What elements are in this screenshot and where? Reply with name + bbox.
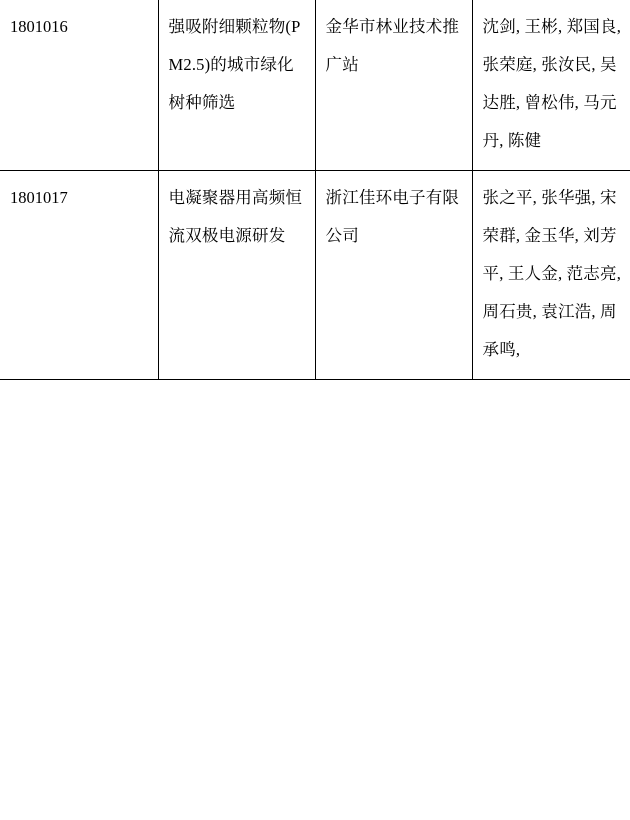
project-org-cell: 浙江佳环电子有限公司	[315, 171, 472, 380]
project-id-cell: 1801016	[0, 0, 158, 171]
award-project-table	[0, 0, 630, 380]
project-title-cell: 电凝聚器用高频恒流双极电源研发	[158, 171, 315, 380]
project-people-cell: 沈剑, 王彬, 郑国良, 张荣庭, 张汝民, 吴达胜, 曾松伟, 马元丹, 陈健	[472, 0, 630, 171]
project-people-cell: 张之平, 张华强, 宋荣群, 金玉华, 刘芳平, 王人金, 范志亮, 周石贵, 袁江浩, 周承鸣,	[472, 171, 630, 380]
project-id-cell: 1801017	[0, 171, 158, 380]
project-title-cell: 强吸附细颗粒物(PM2.5)的城市绿化树种筛选	[158, 0, 315, 171]
project-org-cell: 金华市林业技术推广站	[315, 0, 472, 171]
table-row	[0, 171, 630, 380]
table-row	[0, 0, 630, 171]
